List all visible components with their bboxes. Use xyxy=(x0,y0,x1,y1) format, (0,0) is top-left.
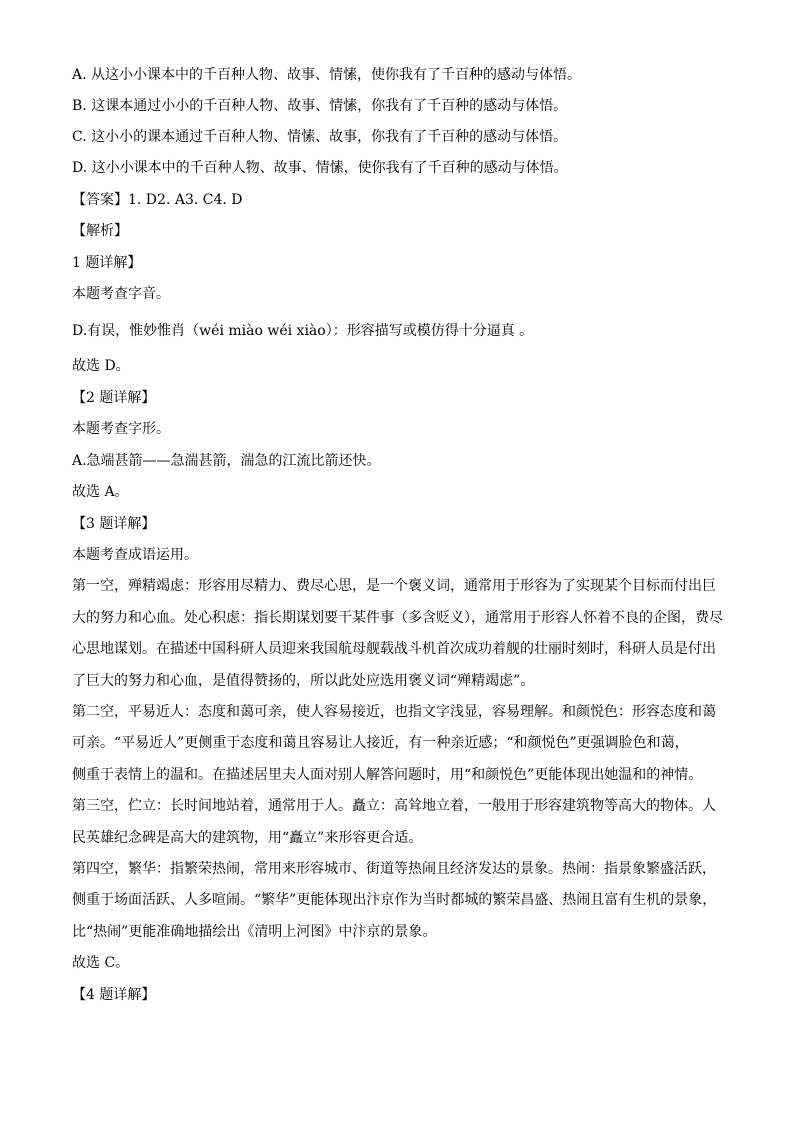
option-d: D. 这小小课本中的千百种人物、故事、情愫，使你我有了千百种的感动与体悟。 xyxy=(72,160,568,176)
q2-topic: 本题考查字形。 xyxy=(72,421,170,437)
q3-choice: 故选 C。 xyxy=(72,955,130,971)
q4-heading: 【4 题详解】 xyxy=(72,987,156,1003)
q3-paragraph-line: 可亲。“平易近人”更侧重于态度和蔼且容易让人接近，有一种亲近感；“和颜悦色”更强调脸色和蔼， xyxy=(72,735,689,751)
q3-paragraph-line: 第一空，殚精竭虑：形容用尽精力、费尽心思，是一个褒义词，通常用于形容为了实现某个目标而付出巨 xyxy=(72,578,716,594)
q3-paragraph-line: 大的努力和心血。处心积虑：指长期谋划要干某件事（多含贬义），通常用于形容人怀着不良的企图，费尽 xyxy=(72,610,723,626)
answer-line: 【答案】1. D2. A3. C4. D xyxy=(72,192,243,208)
q3-paragraph-line: 第二空，平易近人：态度和蔼可亲，使人容易接近，也指文字浅显，容易理解。和颜悦色：形容态度和蔼 xyxy=(72,704,716,720)
q1-topic: 本题考查字音。 xyxy=(72,286,170,302)
q3-topic: 本题考查成语运用。 xyxy=(72,547,198,563)
q3-paragraph-line: 比“热闹”更能准确地描绘出《清明上河图》中汴京的景象。 xyxy=(72,924,437,940)
q3-paragraph-line: 第三空，伫立：长时间地站着，通常用于人。矗立：高耸地立着，一般用于形容建筑物等高大的物体。人 xyxy=(72,798,716,814)
q3-paragraph-line: 民英雄纪念碑是高大的建筑物，用“矗立”来形容更合适。 xyxy=(72,830,423,846)
q1-choice: 故选 D。 xyxy=(72,358,130,374)
q2-heading: 【2 题详解】 xyxy=(72,390,156,406)
q3-paragraph-line: 第四空，繁华：指繁荣热闹，常用来形容城市、街道等热闹且经济发达的景象。热闹：指景象繁盛活跃， xyxy=(72,861,716,877)
q2-choice: 故选 A。 xyxy=(72,484,129,500)
analysis-heading: 【解析】 xyxy=(72,223,128,239)
q1-heading: 1 题详解】 xyxy=(72,255,142,271)
option-a: A. 从这小小课本中的千百种人物、故事、情愫，使你我有了千百种的感动与体悟。 xyxy=(72,67,582,83)
q1-detail: D.有误，惟妙惟肖（wéi miào wéi xiào）：形容描写或模仿得十分逼真 。 xyxy=(72,323,534,339)
option-b: B. 这课本通过小小的千百种人物、故事、情愫，你我有了千百种的感动与体悟。 xyxy=(72,98,568,114)
q2-detail: A.急端甚箭——急湍甚箭，湍急的江流比箭还快。 xyxy=(72,453,381,469)
q3-paragraph-line: 侧重于表情上的温和。在描述居里夫人面对别人解答问题时，用“和颜悦色”更能体现出她温和的神情。 xyxy=(72,767,703,783)
q3-paragraph-line: 了巨大的努力和心血，是值得赞扬的，所以此处应选用褒义词“殚精竭虑”。 xyxy=(72,673,535,689)
q3-heading: 【3 题详解】 xyxy=(72,516,156,532)
option-c: C. 这小小的课本通过千百种人物、情愫、故事，你我有了千百种的感动与体悟。 xyxy=(72,129,568,145)
q3-paragraph-line: 侧重于场面活跃、人多喧闹。“繁华”更能体现出汴京作为当时都城的繁荣昌盛、热闹且富有生机的景象， xyxy=(72,892,717,908)
q3-paragraph-line: 心思地谋划。在描述中国科研人员迎来我国航母舰载战斗机首次成功着舰的壮丽时刻时，科研人员是付出 xyxy=(72,641,716,657)
